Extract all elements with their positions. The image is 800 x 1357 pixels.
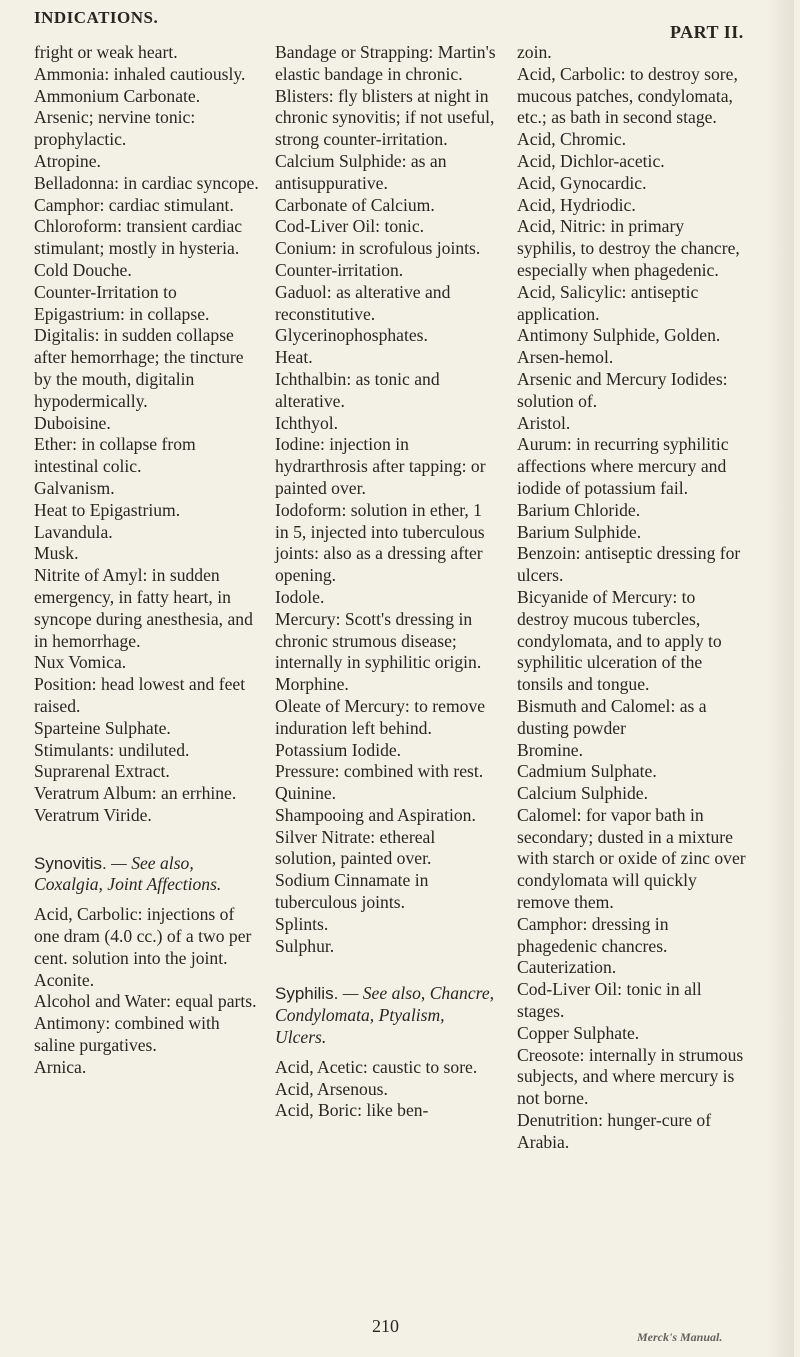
- index-entry: Sodium Cinnamate in tuberculous joints.: [275, 870, 429, 913]
- index-entry: Pressure: combined with rest.: [275, 761, 484, 782]
- index-entry: Antimony: combined with saline purgatives.: [34, 1013, 220, 1056]
- column-1-entries: [34, 42, 259, 827]
- index-entry: Bismuth and Calomel: as a dusting powder: [517, 695, 707, 738]
- index-entry: Suprarenal Extract.: [34, 761, 170, 782]
- index-entry: Barium Sulphide.: [517, 521, 642, 542]
- synovitis-entries: [34, 904, 259, 1078]
- index-entry: Glycerinophosphates.: [275, 325, 428, 346]
- index-entry: Potassium Iodide.: [275, 739, 402, 760]
- index-entry: Counter-Irritation to Epigastrium: in collapse.: [34, 281, 210, 324]
- index-entry: Veratrum Viride.: [34, 804, 152, 825]
- index-entry: Stimulants: undiluted.: [34, 739, 190, 760]
- index-entry: Acid, Carbolic: to destroy sore, mucous patches, condylomata, etc.; as bath in second stage.: [517, 63, 738, 128]
- index-entry: Acid, Dichlor-acetic.: [517, 150, 665, 171]
- index-entry: Chloroform: transient cardiac stimulant; mostly in hysteria.: [34, 216, 243, 259]
- column-3: [517, 42, 747, 1154]
- index-entry: Acid, Boric: like ben-: [275, 1100, 429, 1121]
- column-2-entries: [275, 42, 500, 957]
- index-entry: Arsenic; nervine tonic: prophylactic.: [34, 107, 196, 150]
- index-entry: Morphine.: [275, 674, 349, 695]
- index-entry: Sparteine Sulphate.: [34, 717, 171, 738]
- index-entry: Iodoform: solution in ether, 1 in 5, injected into tuberculous joints: also as a dressing after opening.: [275, 499, 485, 586]
- index-entry: Cod-Liver Oil: tonic.: [275, 216, 425, 237]
- footer-imprint: Merck's Manual.: [637, 1330, 723, 1344]
- index-entry: Aristol.: [517, 412, 571, 433]
- section-heading-synovitis: [34, 853, 259, 897]
- index-entry: Calcium Sulphide: as an antisuppurative.: [275, 150, 447, 193]
- index-entry: Galvanism.: [34, 477, 115, 498]
- index-entry: Arnica.: [34, 1056, 87, 1077]
- index-entry: Iodole.: [275, 586, 325, 607]
- index-entry: Acid, Arsenous.: [275, 1078, 388, 1099]
- index-entry: Shampooing and Aspiration.: [275, 804, 476, 825]
- index-entry: Carbonate of Calcium.: [275, 194, 435, 215]
- running-header-right: PART II.: [670, 22, 744, 42]
- index-entry: Aurum: in recurring syphilitic affections where mercury and iodide of potassium fail.: [517, 434, 729, 498]
- section-title: Synovitis.: [34, 853, 107, 873]
- index-entry: Position: head lowest and feet raised.: [34, 674, 246, 716]
- see-also-reference: — See also, Chancre, Condylomata, Ptyalism, Ulcers.: [275, 983, 495, 1048]
- index-entry: Alcohol and Water: equal parts.: [34, 991, 257, 1012]
- index-entry: Oleate of Mercury: to remove induration left behind.: [275, 695, 486, 738]
- index-entry: Veratrum Album: an errhine.: [34, 783, 237, 804]
- index-entry: Silver Nitrate: ethereal solution, painted over.: [275, 826, 436, 869]
- index-entry: Antimony Sulphide, Golden.: [517, 325, 721, 346]
- index-entry: Ichthyol.: [275, 412, 339, 433]
- running-header-left: INDICATIONS.: [34, 8, 159, 27]
- index-entry: Digitalis: in sudden collapse after hemorrhage; the tincture by the mouth, digitalin hypodermically.: [34, 325, 244, 411]
- index-entry: Heat.: [275, 347, 313, 368]
- index-entry: Ether: in collapse from intestinal colic.: [34, 434, 196, 477]
- index-entry: Nux Vomica.: [34, 652, 127, 673]
- index-entry: Acid, Hydriodic.: [517, 194, 636, 215]
- index-entry: Bromine.: [517, 739, 583, 760]
- index-entry: Creosote: internally in strumous subjects, and where mercury is not borne.: [517, 1044, 744, 1109]
- column-1: [34, 42, 259, 1079]
- index-entry: Barium Chloride.: [517, 499, 641, 520]
- index-entry: Aconite.: [34, 969, 95, 990]
- index-entry: Ammonium Carbonate.: [34, 85, 201, 106]
- index-entry: Calcium Sulphide.: [517, 783, 648, 804]
- index-entry: Nitrite of Amyl: in sudden emergency, in fatty heart, in syncope during anesthesia, and in hemorrhage.: [34, 565, 253, 651]
- index-entry: Acid, Carbolic: injections of one dram (4.0 cc.) of a two per cent. solution into the joint.: [34, 904, 252, 968]
- index-entry: Camphor: cardiac stimulant.: [34, 194, 234, 215]
- column-2: [275, 42, 500, 1122]
- index-entry: Belladonna: in cardiac syncope.: [34, 172, 259, 193]
- index-entry: Acid, Nitric: in primary syphilis, to destroy the chancre, especially when phagedenic.: [517, 216, 740, 280]
- index-entry: Benzoin: antiseptic dressing for ulcers.: [517, 543, 741, 586]
- index-entry: Bicyanide of Mercury: to destroy mucous tubercles, condylomata, and to apply to syphilitic ulceration of the tonsils and tongue.: [517, 586, 722, 695]
- index-entry: Conium: in scrofulous joints.: [275, 238, 481, 259]
- section-title: Syphilis.: [275, 984, 339, 1004]
- index-entry: Arsenic and Mercury Iodides: solution of.: [517, 368, 728, 411]
- index-entry: Splints.: [275, 913, 329, 934]
- index-entry: Acid, Salicylic: antiseptic application.: [517, 281, 699, 324]
- index-entry: Ichthalbin: as tonic and alterative.: [275, 368, 440, 411]
- index-entry: Arsen-hemol.: [517, 347, 614, 368]
- index-entry: Cauterization.: [517, 957, 617, 978]
- column-3-entries: [517, 42, 747, 1154]
- index-entry: Duboisine.: [34, 412, 111, 433]
- index-entry: Acid, Acetic: caustic to sore.: [275, 1056, 478, 1077]
- index-entry: Sulphur.: [275, 935, 335, 956]
- section-heading-syphilis: [275, 983, 500, 1048]
- page-number: 210: [372, 1316, 399, 1336]
- index-entry: Musk.: [34, 543, 79, 564]
- index-entry: Counter-irritation.: [275, 259, 404, 280]
- index-entry: fright or weak heart.: [34, 42, 178, 62]
- index-entry: Cod-Liver Oil: tonic in all stages.: [517, 979, 702, 1022]
- index-entry: Lavandula.: [34, 521, 113, 542]
- see-also-reference: — See also, Coxalgia, Joint Affections.: [34, 852, 222, 895]
- index-entry: Camphor: dressing in phagedenic chancres.: [517, 913, 669, 956]
- index-entry: Blisters: fly blisters at night in chronic synovitis; if not useful, strong counter-irritation.: [275, 85, 495, 150]
- index-entry: Bandage or Strapping: Martin's elastic bandage in chronic.: [275, 42, 496, 84]
- index-entry: Copper Sulphate.: [517, 1022, 640, 1043]
- index-entry: Atropine.: [34, 150, 101, 171]
- syphilis-entries: [275, 1057, 500, 1122]
- index-entry: Cold Douche.: [34, 259, 132, 280]
- index-entry: Ammonia: inhaled cautiously.: [34, 63, 246, 84]
- index-entry: Mercury: Scott's dressing in chronic strumous disease; internally in syphilitic origin.: [275, 608, 482, 673]
- index-entry: zoin.: [517, 42, 552, 62]
- index-entry: Acid, Gynocardic.: [517, 172, 647, 193]
- index-entry: Iodine: injection in hydrarthrosis after tapping: or painted over.: [275, 434, 486, 498]
- index-entry: Cadmium Sulphate.: [517, 761, 657, 782]
- page-edge-shadow: [768, 0, 794, 1357]
- index-entry: Calomel: for vapor bath in secondary; dusted in a mixture with starch or oxide of zinc over condylomata will quickly remove them.: [517, 804, 746, 913]
- index-entry: Heat to Epigastrium.: [34, 499, 181, 520]
- index-entry: Gaduol: as alterative and reconstitutive.: [275, 281, 451, 324]
- index-entry: Acid, Chromic.: [517, 129, 626, 150]
- index-entry: Quinine.: [275, 783, 337, 804]
- index-entry: Denutrition: hunger-cure of Arabia.: [517, 1110, 712, 1152]
